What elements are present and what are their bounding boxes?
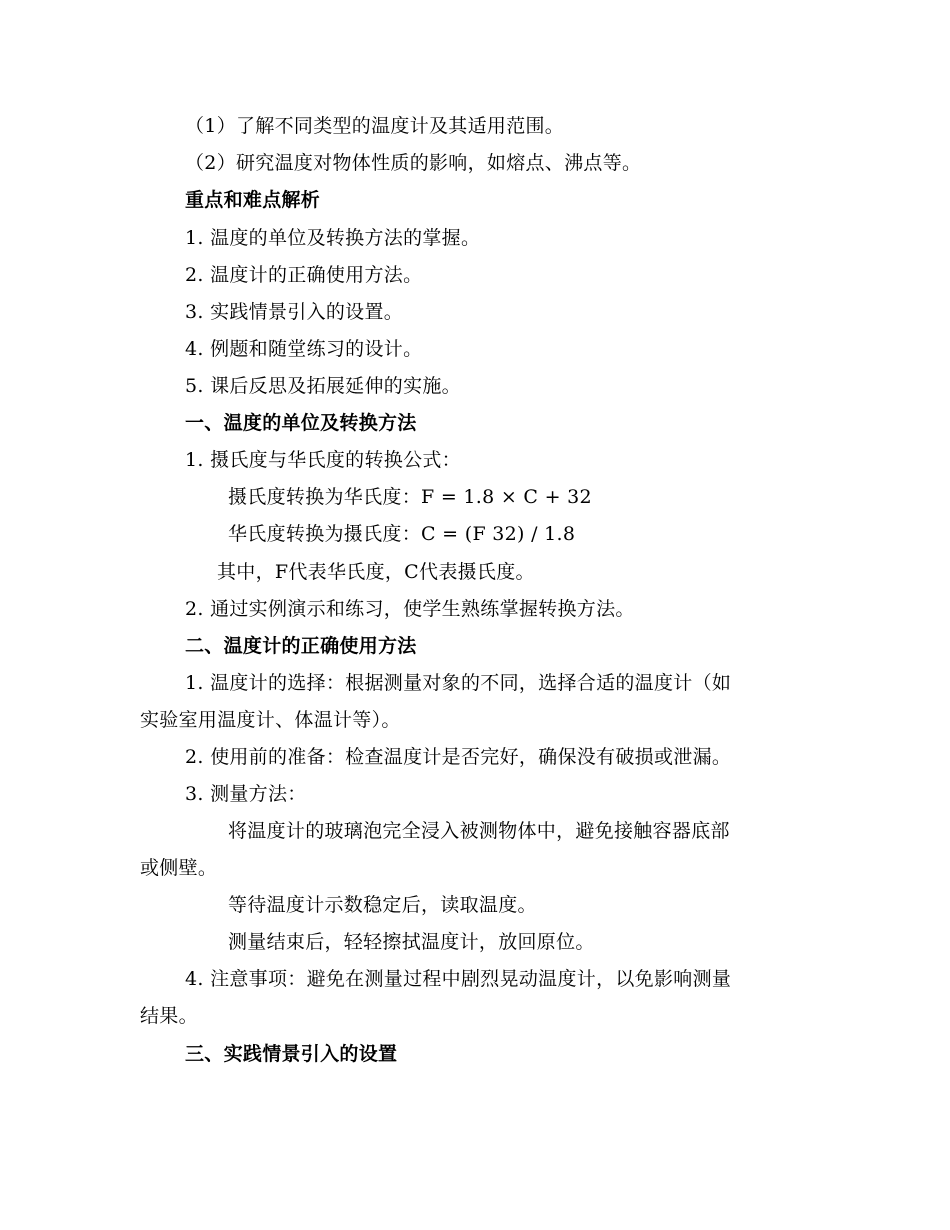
key-points-heading: 重点和难点解析 <box>185 189 321 211</box>
section1-item2: 2. 通过实例演示和练习，使学生熟练掌握转换方法。 <box>185 598 635 620</box>
key-point-3: 3. 实践情景引入的设置。 <box>185 301 404 323</box>
section1-heading: 一、温度的单位及转换方法 <box>185 412 417 434</box>
section2-item4-line1: 4. 注意事项：避免在测量过程中剧烈晃动温度计，以免影响测量 <box>185 968 732 990</box>
goal-1: （1）了解不同类型的温度计及其适用范围。 <box>185 115 565 137</box>
section2-step3: 测量结束后，轻轻擦拭温度计，放回原位。 <box>228 931 595 953</box>
section2-item1-line2: 实验室用温度计、体温计等）。 <box>140 709 401 731</box>
key-point-5: 5. 课后反思及拓展延伸的实施。 <box>185 375 461 397</box>
section2-item2: 2. 使用前的准备：检查温度计是否完好，确保没有破损或泄漏。 <box>185 746 732 768</box>
section2-heading: 二、温度计的正确使用方法 <box>185 635 417 657</box>
section2-item3: 3. 测量方法： <box>185 783 307 805</box>
section3-heading: 三、实践情景引入的设置 <box>185 1043 398 1065</box>
key-point-2: 2. 温度计的正确使用方法。 <box>185 264 423 286</box>
section1-formula1: 摄氏度转换为华氏度：F = 1.8 × C + 32 <box>228 486 592 508</box>
section2-item4-line2: 结果。 <box>140 1005 198 1027</box>
section1-item1: 1. 摄氏度与华氏度的转换公式： <box>185 449 461 471</box>
key-point-4: 4. 例题和随堂练习的设计。 <box>185 338 423 360</box>
key-point-1: 1. 温度的单位及转换方法的掌握。 <box>185 227 481 249</box>
section2-step1-line2: 或侧壁。 <box>140 857 218 879</box>
goal-2: （2）研究温度对物体性质的影响，如熔点、沸点等。 <box>185 152 642 174</box>
section1-note: 其中，F代表华氏度，C代表摄氏度。 <box>217 561 535 583</box>
section2-step1-line1: 将温度计的玻璃泡完全浸入被测物体中，避免接触容器底部 <box>228 820 730 842</box>
section2-step2: 等待温度计示数稳定后，读取温度。 <box>228 894 537 916</box>
section2-item1-line1: 1. 温度计的选择：根据测量对象的不同，选择合适的温度计（如 <box>185 672 732 694</box>
section1-formula2: 华氏度转换为摄氏度：C = (F 32) / 1.8 <box>228 523 576 545</box>
